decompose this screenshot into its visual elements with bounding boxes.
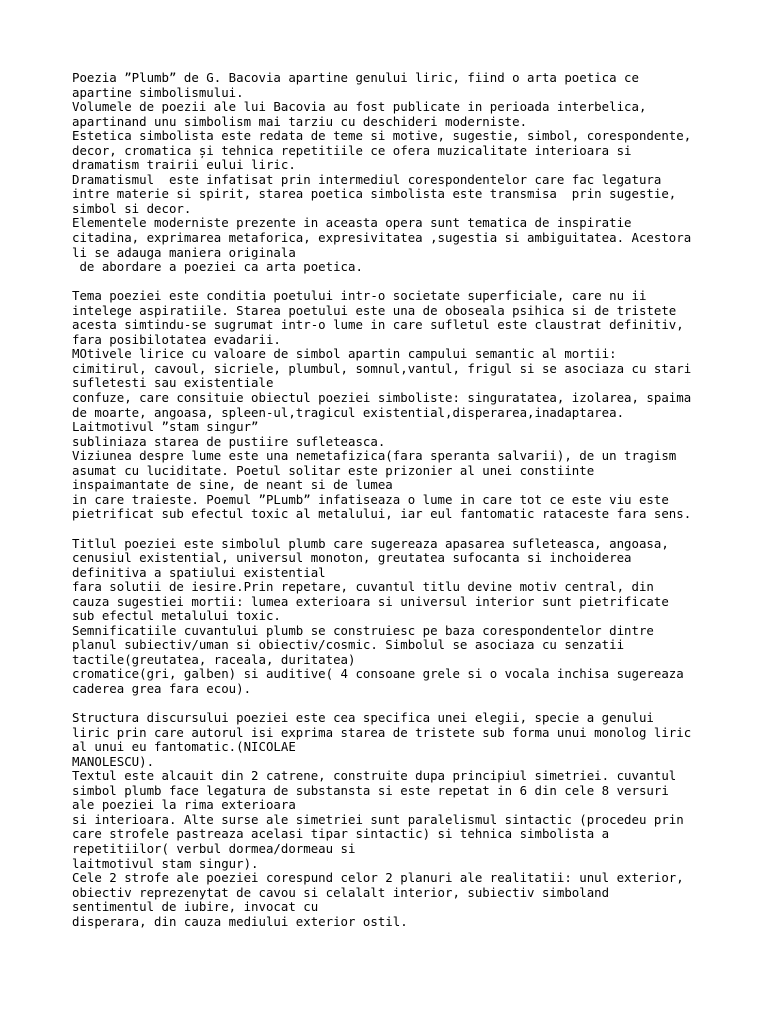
text-line: de abordare a poeziei ca arta poetica. xyxy=(72,259,363,275)
text-line: Semnificatiile cuvantului plumb se construiesc pe baza corespondentelor dintre xyxy=(72,622,654,638)
text-line: fara solutii de iesire.Prin repetare, cuvantul titlu devine motiv central, din xyxy=(72,579,654,595)
text-line: MANOLESCU). xyxy=(72,753,155,769)
text-line: Viziunea despre lume este una nemetafizica(fara speranta salvarii), de un tragism xyxy=(72,448,677,464)
text-line: fara posibilotatea evadarii. xyxy=(72,331,281,347)
text-line: repetitiilor( verbul dormea/dormeau si xyxy=(72,840,356,856)
blank-line xyxy=(72,697,702,712)
text-line: Poezia ”Plumb” de G. Bacovia apartine genului liric, fiind o arta poetica ce xyxy=(72,70,639,85)
text-line: acesta simtindu-se sugrumat intr-o lume in care sufletul este claustrat definitiv, xyxy=(72,317,684,333)
text-line: de moarte, angoasa, spleen-ul,tragicul existential,disperarea,inadaptarea. xyxy=(72,404,625,420)
text-line: confuze, care consituie obiectul poeziei simboliste: singuratatea, izolarea, spaima xyxy=(72,390,692,406)
text-line: caderea grea fara ecou). xyxy=(72,680,252,696)
text-line: Structura discursului poeziei este cea specifica unei elegii, specie a genului xyxy=(72,710,654,726)
text-line: dramatism trairii eului liric. xyxy=(72,157,296,173)
text-line: care strofele pastreaza acelasi tipar sintactic) si tehnica simbolista a xyxy=(72,826,610,842)
text-line: laitmotivul stam singur). xyxy=(72,855,259,871)
text-line: Volumele de poezii ale lui Bacovia au fost publicate in perioada interbelica, xyxy=(72,99,647,115)
text-line: Laitmotivul ”stam singur” xyxy=(72,419,259,435)
text-line: cauza sugestiei mortii: lumea exterioara si universul interior sunt pietrificate xyxy=(72,593,669,609)
blank-line xyxy=(72,522,702,537)
text-line: Estetica simbolista este redata de teme si motive, sugestie, simbol, corespondente, xyxy=(72,128,692,144)
text-line: apartine simbolismului. xyxy=(72,84,244,100)
text-line: sentimentul de iubire, invocat cu xyxy=(72,899,319,915)
text-line: tactile(greutatea, raceala, duritatea) xyxy=(72,651,356,667)
text-line: sufletesti sau existentiale xyxy=(72,375,274,391)
text-line: al unui eu fantomatic.(NICOLAE xyxy=(72,739,296,755)
text-line: disperara, din cauza mediului exterior ostil. xyxy=(72,913,408,929)
text-line: Dramatismul este infatisat prin intermediul corespondentelor care fac legatura xyxy=(72,171,662,187)
text-line: si interioara. Alte surse ale simetriei sunt paralelismul sintactic (procedeu prin xyxy=(72,811,684,827)
text-line: decor, cromatica și tehnica repetitiile ce ofera muzicalitate interioara si xyxy=(72,142,632,158)
text-line: cromatice(gri, galben) si auditive( 4 consoane grele si o vocala inchisa sugereaza xyxy=(72,666,684,682)
text-line: definitiva a spatiului existential xyxy=(72,564,326,580)
text-line: cimitirul, cavoul, sicriele, plumbul, somnul,vantul, frigul si se asociaza cu stari xyxy=(72,360,692,376)
text-line: in care traieste. Poemul ”PLumb” infatiseaza o lume in care tot ce este viu este xyxy=(72,491,669,507)
text-line: Tema poeziei este conditia poetului intr-o societate superficiale, care nu ii xyxy=(72,288,647,304)
text-line: Elementele moderniste prezente in aceasta opera sunt tematica de inspiratie xyxy=(72,215,632,231)
text-line: obiectiv reprezenytat de cavou si celalalt interior, subiectiv simboland xyxy=(72,884,610,900)
text-line: cenusiul existential, universul monoton, greutatea sufocanta si inchoiderea xyxy=(72,550,632,566)
text-line: simbol plumb face legatura de substansta si este repetat in 6 din cele 8 versuri xyxy=(72,782,669,798)
text-line: intelege aspiratiile. Starea poetului este una de oboseala psihica si de tristete xyxy=(72,302,677,318)
text-line: Titlul poeziei este simbolul plumb care sugereaza apasarea sufleteasca, angoasa, xyxy=(72,535,669,551)
document-body xyxy=(72,71,702,929)
text-line: pietrificat sub efectul toxic al metalului, iar eul fantomatic rataceste fara sens. xyxy=(72,506,692,522)
text-line: asumat cu luciditate. Poetul solitar este prizonier al unei constiinte xyxy=(72,462,595,478)
text-line: Textul este alcauit din 2 catrene, construite dupa principiul simetriei. cuvantul xyxy=(72,768,677,784)
text-line: subliniaza starea de pustiire sufleteasca. xyxy=(72,433,386,449)
text-line: simbol si decor. xyxy=(72,200,192,216)
text-line: liric prin care autorul isi exprima starea de tristete sub forma unui monolog liric xyxy=(72,724,692,740)
text-line: apartinand unu simbolism mai tarziu cu deschideri moderniste. xyxy=(72,113,528,129)
blank-line xyxy=(72,275,702,290)
text-line: Cele 2 strofe ale poeziei corespund celor 2 planuri ale realitatii: unul exterior, xyxy=(72,870,684,886)
text-line: citadina, exprimarea metaforica, expresivitatea ,sugestia si ambiguitatea. Acestora xyxy=(72,230,692,246)
text-line: li se adauga maniera originala xyxy=(72,244,296,260)
text-line: inspaimantate de sine, de neant si de lumea xyxy=(72,477,393,493)
text-line: intre materie si spirit, starea poetica simbolista este transmisa prin sugestie, xyxy=(72,186,677,202)
text-line: sub efectul metalului toxic. xyxy=(72,608,281,624)
text-line: ale poeziei la rima exterioara xyxy=(72,797,296,813)
text-line: planul subiectiv/uman si obiectiv/cosmic. Simbolul se asociaza cu senzatii xyxy=(72,637,625,653)
text-line: MOtivele lirice cu valoare de simbol apartin campului semantic al mortii: xyxy=(72,346,617,362)
